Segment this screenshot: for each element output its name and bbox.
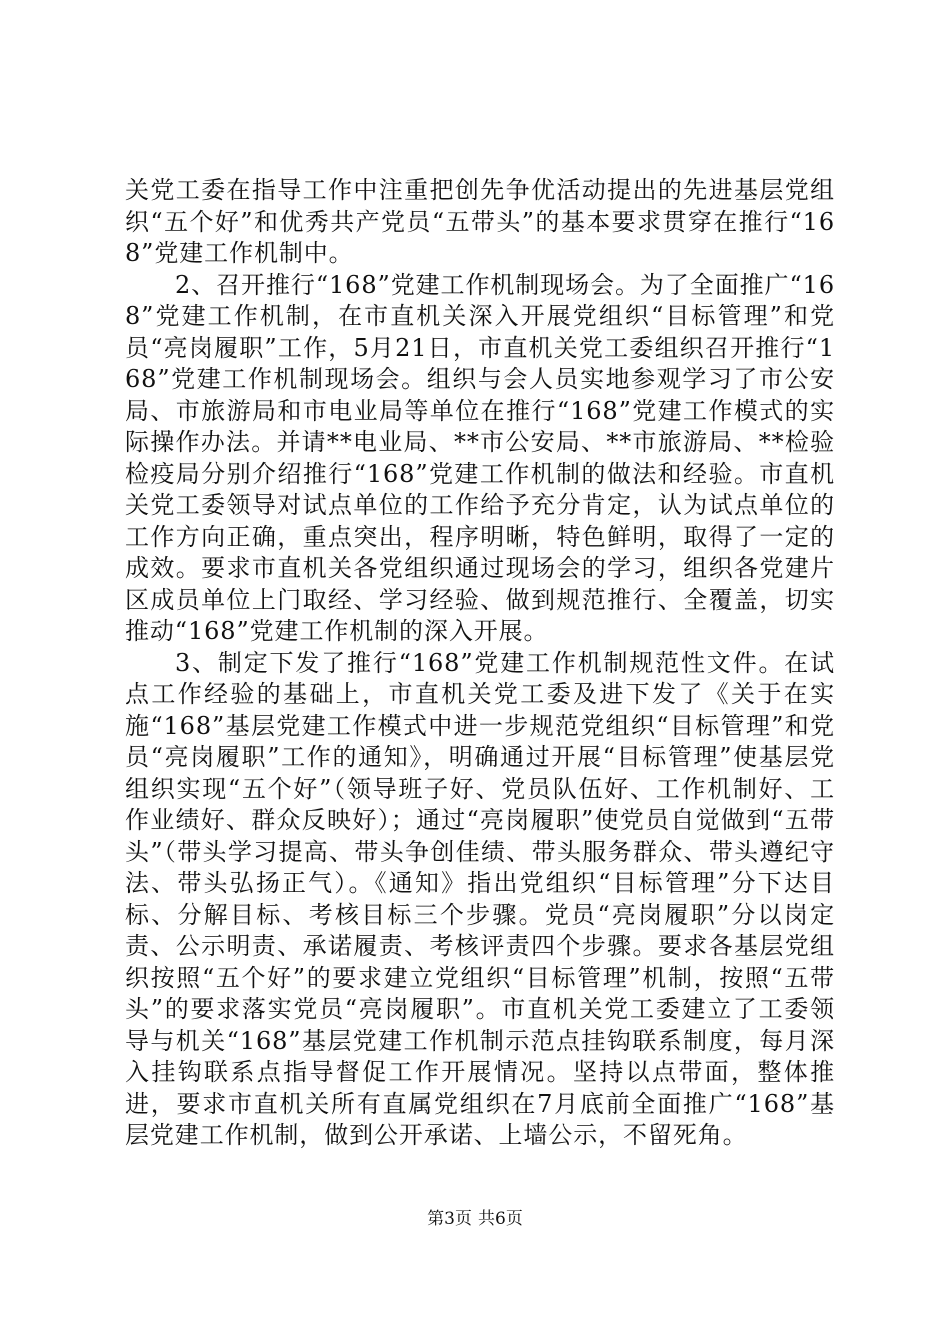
page-number: 第3页 [427,1209,472,1229]
paragraph-item-2: 2、召开推行“168”党建工作机制现场会。为了全面推广“168”党建工作机制，在市直机关深入开展党组织“目标管理”和党员“亮岗履职”工作，5月21日，市直机关党工委组织召开推行“168”党建工作机制现场会。组织与会人员实地参观学习了市公安局、市旅游局和市电业局等单位在推行“168”党建工作模式的实际操作办法。并请**电业局、**市公安局、**市旅游局、**检验检疫局分别介绍推行“168”党建工作机制的做法和经验。市直机关党工委领导对试点单位的工作给予充分肯定，认为试点单位的工作方向正确，重点突出，程序明晰，特色鲜明，取得了一定的成效。要求市直机关各党组织通过现场会的学习，组织各党建片区成员单位上门取经、学习经验、做到规范推行、全覆盖，切实推动“168”党建工作机制的深入开展。 [125,270,835,645]
page-total: 共6页 [478,1209,523,1229]
page-footer [0,1207,950,1231]
paragraph-continuation: 关党工委在指导工作中注重把创先争优活动提出的先进基层党组织“五个好”和优秀共产党员“五带头”的基本要求贯穿在推行“168”党建工作机制中。 [125,176,835,267]
document-body [125,175,835,1152]
paragraph-item-3: 3、制定下发了推行“168”党建工作机制规范性文件。在试点工作经验的基础上，市直机关党工委及进下发了《关于在实施“168”基层党建工作模式中进一步规范党组织“目标管理”和党员“亮岗履职”工作的通知》，明确通过开展“目标管理”使基层党组织实现“五个好”（领导班子好、党员队伍好、工作机制好、工作业绩好、群众反映好）；通过“亮岗履职”使党员自觉做到“五带头”（带头学习提高、带头争创佳绩、带头服务群众、带头遵纪守法、带头弘扬正气）。《通知》指出党组织“目标管理”分下达目标、分解目标、考核目标三个步骤。党员“亮岗履职”分以岗定责、公示明责、承诺履责、考核评责四个步骤。要求各基层党组织按照“五个好”的要求建立党组织“目标管理”机制，按照“五带头”的要求落实党员“亮岗履职”。市直机关党工委建立了工委领导与机关“168”基层党建工作机制示范点挂钩联系制度，每月深入挂钩联系点指导督促工作开展情况。坚持以点带面，整体推进，要求市直机关所有直属党组织在7月底前全面推广“168”基层党建工作机制，做到公开承诺、上墙公示，不留死角。 [125,648,835,1149]
